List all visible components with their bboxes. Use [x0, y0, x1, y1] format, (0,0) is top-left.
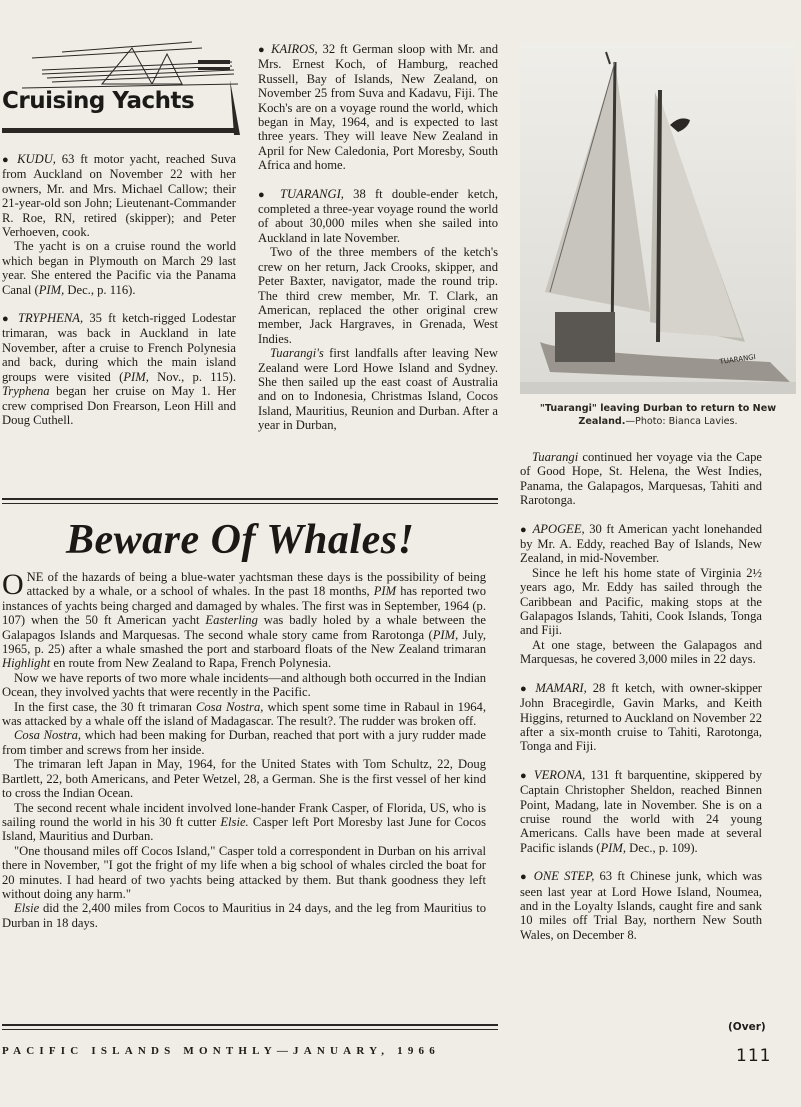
hull-name: TUARANGI	[719, 353, 757, 366]
continued-note: (Over)	[728, 1021, 766, 1033]
whales-paragraph: The second recent whale incident involved lone-hander Frank Casper, of Florida, US, who is sailing round the world in his 30 ft cutter Elsie. Casper left Port Moresby last June for Cocos Island, Mauritius and Durban.	[2, 800, 487, 844]
whales-top-rule	[2, 498, 498, 500]
whales-top-rule	[2, 503, 498, 504]
yacht-name: KUDU,	[17, 152, 56, 166]
section-title: Cruising Yachts	[2, 88, 195, 114]
drop-cap: O	[2, 568, 24, 601]
tuarangi-item: ● TUARANGI, 38 ft double-ender ketch, completed a three-year voyage round the world of about 30,000 miles when she sailed into Auckland in late November.	[258, 186, 498, 245]
section-rule	[2, 128, 236, 133]
kairos-item: ● KAIROS, 32 ft German sloop with Mr. and Mrs. Ernest Koch, of Hamburg, reached Russell, Bay of Islands, New Zealand, on November 25 from Suva and Kadavu, Fiji. The Koch's are on a voyage round the world, which began in May, 1964, and is expected to last three years. They will leave New Zealand in April for New Caledonia, Port Moresby, South Africa and home.	[258, 42, 498, 173]
whales-paragraph: Cosa Nostra, which had been making for Durban, reached that port with a jury rudder made from timber and screws from her inside.	[2, 728, 486, 757]
yacht-photo	[520, 42, 796, 394]
apogee-paragraph: Since he left his home state of Virginia 2½ years ago, Mr. Eddy has sailed through the Caribbean and Pacific, making stops at the Galapagos Islands, Tahiti, Cook Islands, Tonga and Fiji.	[520, 565, 762, 638]
whales-headline: Beware Of Whales!	[66, 517, 415, 563]
whales-article	[2, 570, 486, 930]
whales-paragraph: Elsie did the 2,400 miles from Cocos to Mauritius in 24 days, and the leg from Mauritius to Durban in 18 days.	[2, 901, 486, 930]
whales-bottom-rule	[2, 1024, 498, 1026]
middle-column	[258, 42, 498, 433]
publication-footer: PACIFIC ISLANDS MONTHLY—JANUARY, 1966	[2, 1045, 440, 1057]
tuarangi-paragraph: Two of the three members of the ketch's crew on her return, Jack Crooks, skipper, and Peter Baxter, navigator, made the round trip. The third crew member, Mr. T. Clark, an American, replaced the other original crew member, Jack Hargraves, in Grenada, West Indies.	[258, 245, 498, 346]
apogee-item: ● APOGEE, 30 ft American yacht lonehanded by Mr. A. Eddy, reached Bay of Islands, New Zealand, in mid-November.	[520, 521, 762, 566]
right-column	[520, 450, 762, 942]
page-number: 111	[736, 1046, 772, 1066]
apogee-paragraph: At one stage, between the Galapagos and Marquesas, he covered 3,000 miles in 22 days.	[520, 637, 762, 667]
yacht-name: MAMARI,	[535, 680, 587, 695]
tryphena-item: ● TRYPHENA, 35 ft ketch-rigged Lodestar trimaran, was back in Auckland in late November, after a cruise to French Polynesia and back, during which the main island groups were visited (PIM, Nov., p. 115). Tryphena began her cruise on May 1. Her crew comprised Don Frearson, Leon Hill and Doug Cuthell.	[2, 311, 236, 427]
photo-caption: "Tuarangi" leaving Durban to return to New Zealand.—Photo: Bianca Lavies.	[539, 403, 777, 427]
one-step-item: ● ONE STEP, 63 ft Chinese junk, which was seen last year at Lord Howe Island, Noumea, and in the Loyalty Islands, caught fire and sank 10 miles off Trial Bay, northern New South Wales, on December 8.	[520, 869, 762, 942]
yacht-name: VERONA,	[533, 767, 586, 782]
mamari-item: ● MAMARI, 28 ft ketch, with owner-skipper John Bracegirdle, Gavin Marks, and Keith Higgins, returned to Auckland on November 22 after a six-month cruise to Tahiti, Rarotonga, Tonga and Fiji.	[520, 680, 762, 754]
whales-bottom-rule	[2, 1029, 498, 1030]
verona-item: ● VERONA, 131 ft barquentine, skippered by Captain Christopher Sheldon, reached Binnen Point, Madang, late in November. She is on a cruise round the world with 24 young Americans. Calls have been made at several Pacific islands (PIM, Dec., p. 109).	[520, 767, 763, 855]
kudu-paragraph: The yacht is on a cruise round the world which began in Plymouth on March 29 last year. She entered the Pacific via the Panama Canal (PIM, Dec., p. 116).	[2, 239, 236, 297]
whales-paragraph: In the first case, the 30 ft trimaran Cosa Nostra, which spent some time in Rabaul in 1964, was attacked by a whale off the island of Madagascar. The result?. The rudder was broken off.	[2, 699, 486, 729]
yacht-name: TUARANGI,	[279, 186, 344, 201]
whales-paragraph: "One thousand miles off Cocos Island," Casper told a correspondent in Durban on his arrival there in November, "I got the fright of my life when a big school of whales circled the boat for 20 minutes. I had heard of two yachts being attacked by them. But thank goodness they left without doing any harm."	[2, 843, 486, 901]
yacht-name: TRYPHENA,	[17, 311, 84, 326]
left-column	[2, 152, 236, 427]
whales-paragraph: The trimaran left Japan in May, 1964, for the United States with Tom Schultz, 22, Doug Bartlett, 22, both Americans, and Peter Wetzel, 28, a German. She is the first vessel of her kind to cross the Indian Ocean.	[2, 757, 486, 801]
kudu-item: ● KUDU, 63 ft motor yacht, reached Suva from Auckland on November 22 with her owners, Mr. and Mrs. Michael Callow; their 21-year-old son John; Lieutenant-Commander R. Roe, RN, retired (skipper); and Peter Verhoeven, cook.	[2, 152, 236, 240]
whales-paragraph: ONE of the hazards of being a blue-water yachtsman these days is the possibility of being attacked by a whale, or a school of whales. In the past 18 months, PIM has reported two instances of yachts being charged and damaged by whales. The first was in September, 1964 (p. 107) when the 50 ft American yacht Easterling was badly holed by a whale between the Galapagos Islands and Marquesas. The second whale story came from Rarotonga (PIM, July, 1965, p. 25) after a whale smashed the port and starboard floats of the New Zealand trimaran Highlight en route from New Zealand to Rapa, French Polynesia.	[2, 568, 487, 671]
whales-paragraph: Now we have reports of two more whale incidents—and although both occurred in the Indian Ocean, they involved yachts that were recently in the Pacific.	[2, 670, 486, 700]
tuarangi-continued: Tuarangi continued her voyage via the Cape of Good Hope, St. Helena, the West Indies, Panama, the Galapagos, Marquesas, Tahiti and Rarotonga.	[520, 450, 762, 508]
yacht-name: APOGEE,	[532, 521, 585, 536]
yacht-name: ONE STEP,	[533, 869, 595, 884]
tuarangi-paragraph: Tuarangi's first landfalls after leaving New Zealand were Lord Howe Island and Sydney. She then sailed up the east coast of Australia and on to Indonesia, Christmas Island, Cocos Island, Mauritius, Reunion and Durban. After a year in Durban,	[258, 346, 498, 433]
yacht-name: KAIROS,	[271, 42, 318, 56]
